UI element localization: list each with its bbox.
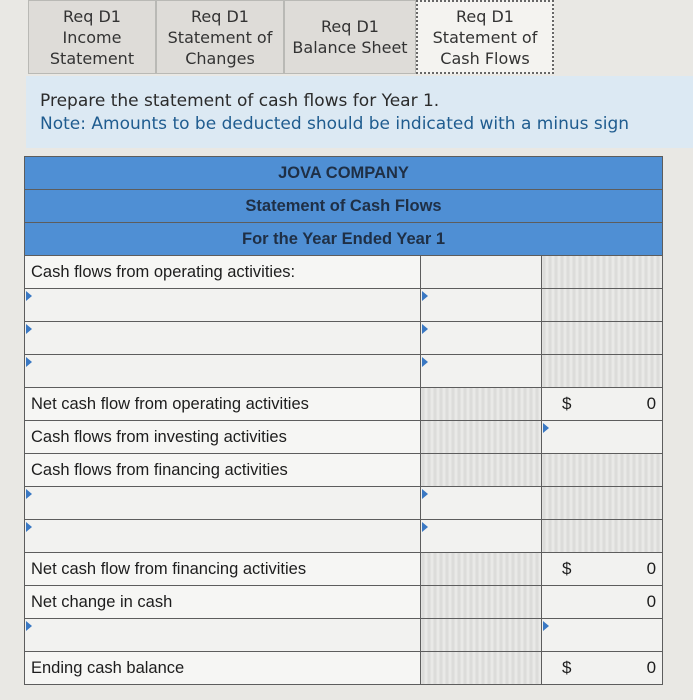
hatched-cell [421,421,542,454]
tab-line: Changes [185,48,255,68]
net-operating-label: Net cash flow from operating activities [25,388,421,421]
statement-title: Statement of Cash Flows [25,190,663,223]
statement-period: For the Year Ended Year 1 [25,223,663,256]
ending-cash-label: Ending cash balance [25,652,421,685]
tab-line: Cash Flows [440,48,530,68]
hatched-cell [542,355,663,388]
operating-item-2-label-input[interactable] [25,322,421,355]
investing-amount-input[interactable] [542,421,663,454]
investing-label: Cash flows from investing activities [25,421,421,454]
instructions [40,90,629,136]
instruction-prompt: Prepare the statement of cash flows for Year 1. [40,91,440,111]
hatched-cell [542,454,663,487]
net-change-label: Net change in cash [25,586,421,619]
tab-line: Balance Sheet [292,38,408,57]
operating-item-3-label-input[interactable] [25,355,421,388]
net-operating-value: 0 [646,394,657,413]
company-name: JOVA COMPANY [25,157,663,190]
tab-line: Req D1 [191,6,249,26]
net-change-total [542,586,663,619]
tab-line: Req D1 [321,17,379,36]
hatched-cell [421,388,542,421]
hatched-cell [542,520,663,553]
ending-cash-total [542,652,663,685]
operating-item-2-amount-input[interactable] [421,322,542,355]
net-financing-total [542,553,663,586]
hatched-cell [421,652,542,685]
hatched-cell [542,487,663,520]
financing-item-1-label-input[interactable] [25,487,421,520]
net-financing-label: Net cash flow from financing activities [25,553,421,586]
operating-item-1-amount-input[interactable] [421,289,542,322]
net-financing-value: 0 [646,559,657,578]
hatched-cell [542,322,663,355]
ending-cash-value: 0 [646,658,657,677]
financing-item-2-label-input[interactable] [25,520,421,553]
instruction-note: Note: Amounts to be deducted should be indicated with a minus sign [40,114,630,134]
tab-line: Income [62,27,122,47]
currency-symbol: $ [562,394,572,413]
tab-line: Req D1 [63,6,121,26]
hatched-cell [421,553,542,586]
financing-header: Cash flows from financing activities [25,454,421,487]
beginning-cash-label-input[interactable] [25,619,421,652]
tab-line: Statement of [167,27,273,47]
tab-statement-of-cash-flows[interactable] [416,0,554,74]
tab-balance-sheet[interactable] [284,0,416,74]
currency-symbol: $ [562,658,572,677]
tab-line: Statement [49,48,135,68]
tab-line: Statement of [432,27,538,47]
hatched-cell [421,586,542,619]
amount-cell [421,256,542,289]
tab-bar [28,0,554,74]
hatched-cell [542,289,663,322]
cash-flow-statement [24,156,663,685]
net-operating-total [542,388,663,421]
beginning-cash-amount-input[interactable] [542,619,663,652]
operating-header: Cash flows from operating activities: [25,256,421,289]
financing-item-2-amount-input[interactable] [421,520,542,553]
operating-item-3-amount-input[interactable] [421,355,542,388]
tab-line: Req D1 [456,6,514,26]
currency-symbol: $ [562,559,572,578]
net-change-value: 0 [646,592,657,611]
operating-item-1-label-input[interactable] [25,289,421,322]
hatched-cell [542,256,663,289]
hatched-cell [421,454,542,487]
hatched-cell [421,619,542,652]
financing-item-1-amount-input[interactable] [421,487,542,520]
tab-income-statement[interactable] [28,0,156,74]
tab-statement-of-changes[interactable] [156,0,284,74]
